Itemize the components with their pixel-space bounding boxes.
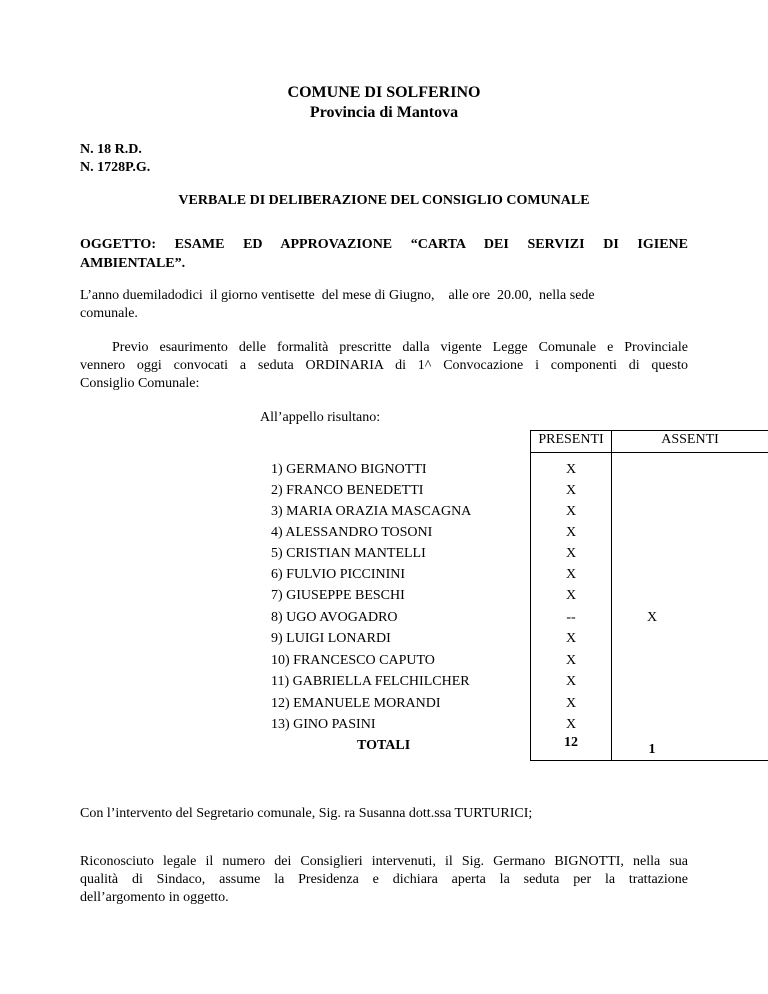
councillor-name: 10) FRANCESCO CAPUTO [271,653,435,668]
councillor-name: 4) ALESSANDRO TOSONI [271,525,433,540]
councillor-name: 1) GERMANO BIGNOTTI [271,462,427,477]
oggetto-line-1: OGGETTO: ESAME ED APPROVAZIONE “CARTA DEI SERVIZI DI IGIENE [80,237,688,252]
councillor-name: 3) MARIA ORAZIA MASCAGNA [271,504,472,519]
segretario-line: Con l’intervento del Segretario comunale, Sig. ra Susanna dott.ssa TURTURICI; [80,806,533,821]
comune-title: COMUNE DI SOLFERINO [287,84,481,101]
col-header-assenti: ASSENTI [661,432,719,447]
appello-label: All’appello risultano: [260,410,381,425]
totale-assenti: 1 [648,742,656,757]
councillor-name: 5) CRISTIAN MANTELLI [271,546,426,561]
intro-line-1: L’anno duemiladodici il giorno ventisette del mese di Giugno, alle ore 20.00, nella sede [80,288,595,303]
presente-mark: X [565,483,577,498]
col-header-presenti: PRESENTI [538,432,604,447]
ref-pg: N. 1728P.G. [80,160,151,175]
riconosciuto-line-1: Riconosciuto legale il numero dei Consiglieri intervenuti, il Sig. Germano BIGNOTTI, nella sua [80,854,688,869]
riconosciuto-line-2: qualità di Sindaco, assume la Presidenza e dichiara aperta la seduta per la trattazione [80,872,688,887]
councillor-name: 6) FULVIO PICCININI [271,567,406,582]
councillor-name: 9) LUIGI LONARDI [271,631,391,646]
presente-mark: X [565,504,577,519]
oggetto-line-2: AMBIENTALE”. [80,256,186,271]
presente-mark: X [565,696,577,711]
councillor-name: 11) GABRIELLA FELCHILCHER [271,674,470,689]
presente-mark: X [565,631,577,646]
councillor-name: 13) GINO PASINI [271,717,376,732]
riconosciuto-line-3: dell’argomento in oggetto. [80,890,229,905]
totale-presenti: 12 [564,735,578,750]
councillor-name: 12) EMANUELE MORANDI [271,696,441,711]
presente-mark: X [565,717,577,732]
ref-rd: N. 18 R.D. [80,142,142,157]
previo-line-2: vennero oggi convocati a seduta ORDINARIA di 1^ Convocazione i componenti di questo [80,358,688,373]
provincia-subtitle: Provincia di Mantova [309,104,459,121]
councillor-name: 7) GIUSEPPE BESCHI [271,588,405,603]
presente-mark: X [565,567,577,582]
previo-line-1: Previo esaurimento delle formalità prescritte dalla vigente Legge Comunale e Provinciale [112,340,688,355]
presente-mark: X [565,525,577,540]
verbale-title: VERBALE DI DELIBERAZIONE DEL CONSIGLIO COMUNALE [178,193,590,208]
councillor-name: 8) UGO AVOGADRO [271,610,398,625]
intro-line-2: comunale. [80,306,138,321]
presente-mark: X [565,462,577,477]
presente-mark: X [565,546,577,561]
councillor-name: 2) FRANCO BENEDETTI [271,483,424,498]
presente-mark: -- [566,610,576,625]
presente-mark: X [565,588,577,603]
totali-label: TOTALI [357,738,411,753]
assente-mark: X [646,610,658,625]
presente-mark: X [565,674,577,689]
presente-mark: X [565,653,577,668]
previo-line-3: Consiglio Comunale: [80,376,200,391]
